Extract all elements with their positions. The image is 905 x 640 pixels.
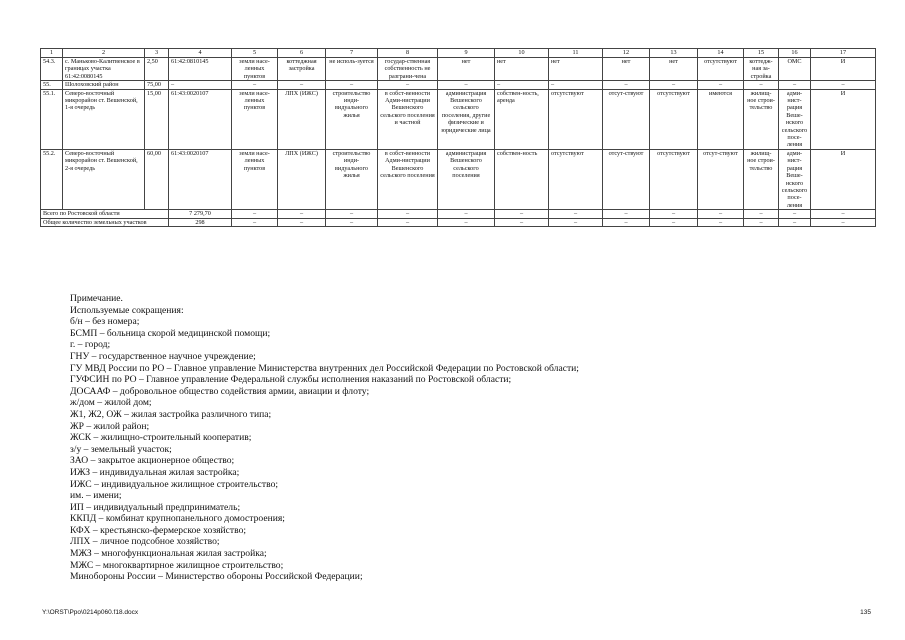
column-number: 1	[41, 49, 63, 58]
empty-dash-cell: –	[549, 210, 603, 218]
empty-dash-cell: –	[438, 218, 495, 226]
cell-comm: отсут-ствуют	[603, 89, 650, 149]
cell-resp: адми-нист-рация Веше-нского сельского посе-ления	[779, 149, 811, 209]
empty-dash-cell: –	[744, 210, 779, 218]
empty-dash-cell: –	[232, 210, 278, 218]
cell-restrict: –	[549, 81, 603, 89]
note-line: МЖС – многоквартирное жилищное строительство;	[70, 559, 284, 571]
empty-dash-cell: –	[779, 218, 811, 226]
empty-dash-cell: –	[603, 218, 650, 226]
column-number: 6	[278, 49, 326, 58]
cell-use: ЛПХ (ИЖС)	[278, 89, 326, 149]
summary-label: Всего по Ростовской области	[41, 210, 169, 218]
column-number: 11	[549, 49, 603, 58]
cell-name: Северо-восточный микрорайон ст. Вешенской, 2-я очередь	[63, 149, 145, 209]
empty-dash-cell: –	[326, 210, 378, 218]
empty-dash-cell: –	[495, 210, 549, 218]
cell-use: ЛПХ (ИЖС)	[278, 149, 326, 209]
cell-rights: собствен-ность, аренда	[495, 89, 549, 149]
column-number: 2	[63, 49, 145, 58]
cell-cadastre: –	[169, 81, 232, 89]
cell-restrict: нет	[549, 58, 603, 81]
column-number: 14	[698, 49, 744, 58]
table-body	[41, 49, 876, 227]
footer-file-path: Y:\ORST\Ppo\0214p060.f18.docx	[42, 609, 139, 616]
cell-mark: –	[811, 81, 876, 89]
cell-category: –	[232, 81, 278, 89]
empty-dash-cell: –	[650, 218, 698, 226]
column-number: 12	[603, 49, 650, 58]
note-line: ИП – индивидуальный предприниматель;	[70, 501, 241, 513]
note-line: Примечание.	[70, 293, 123, 304]
empty-dash-cell: –	[378, 218, 438, 226]
empty-dash-cell: –	[698, 210, 744, 218]
column-number: 8	[378, 49, 438, 58]
cell-ownership: государ-ственная собственность не разграни-чена	[378, 58, 438, 81]
note-line: ГНУ – государственное научное учреждение;	[70, 350, 256, 362]
cell-util: нет	[650, 58, 698, 81]
land-plots-table	[40, 48, 876, 227]
note-line: ДОСААФ – добровольное общество содействия армии, авиации и флоту;	[70, 385, 370, 397]
cell-restrict: отсутствуют	[549, 89, 603, 149]
empty-dash-cell: –	[326, 218, 378, 226]
empty-dash-cell: –	[495, 218, 549, 226]
empty-dash-cell: –	[744, 218, 779, 226]
notes-section	[70, 293, 870, 583]
cell-ownership: в собст-венности Адми-нистрации Вешенского сельского поселения и частной	[378, 89, 438, 149]
column-number: 17	[811, 49, 876, 58]
column-number: 5	[232, 49, 278, 58]
column-number: 3	[145, 49, 169, 58]
cell-no: 55.1.	[41, 89, 63, 149]
cell-name: Шолоховский район	[63, 81, 145, 89]
empty-dash-cell: –	[278, 210, 326, 218]
column-number: 10	[495, 49, 549, 58]
cell-rights: –	[495, 81, 549, 89]
note-line: ГУ МВД России по РО – Главное управление Министерства внутренних дел Российской Федерации по Ростовской области;	[70, 362, 579, 374]
cell-util: отсутствуют	[650, 149, 698, 209]
cell-objects: имеются	[698, 89, 744, 149]
column-number: 7	[326, 49, 378, 58]
note-line: г. – город;	[70, 339, 111, 351]
empty-dash-cell: –	[232, 218, 278, 226]
cell-rights: собствен-ность	[495, 149, 549, 209]
note-line: им. – имени;	[70, 490, 122, 502]
cell-no: 55.2.	[41, 149, 63, 209]
cell-cadastre: 61:43:0020107	[169, 89, 232, 149]
summary-label: Общее количество земельных участков	[41, 218, 169, 226]
cell-mark: И	[811, 149, 876, 209]
empty-dash-cell: –	[549, 218, 603, 226]
cell-plan: жилищ-ное строи-тельство	[744, 89, 779, 149]
note-line: Ж1, Ж2, ОЖ – жилая застройка различного типа;	[70, 408, 272, 420]
cell-purpose: строительство инди-видуального жилья	[326, 149, 378, 209]
cell-no: 54.3.	[41, 58, 63, 81]
note-line: ИЖЗ – индивидуальная жилая застройка;	[70, 466, 240, 478]
cell-objects: –	[698, 81, 744, 89]
note-line: КФХ – крестьянско-фермерское хозяйство;	[70, 524, 247, 536]
cell-category: земли насе-ленных пунктов	[232, 89, 278, 149]
empty-dash-cell: –	[698, 218, 744, 226]
note-line: ИЖС – индивидуальное жилищное строительство;	[70, 478, 279, 490]
cell-category: земли насе-ленных пунктов	[232, 149, 278, 209]
empty-dash-cell: –	[779, 210, 811, 218]
column-number: 16	[779, 49, 811, 58]
empty-dash-cell: –	[278, 218, 326, 226]
cell-name: Северо-восточный микрорайон ст. Вешенской, 1-я очередь	[63, 89, 145, 149]
cell-cadastre: 61:42:0810145	[169, 58, 232, 81]
column-number: 9	[438, 49, 495, 58]
note-line: б/н – без номера;	[70, 316, 140, 328]
cell-objects: отсутствуют	[698, 58, 744, 81]
cell-mark: И	[811, 89, 876, 149]
note-line: ЗАО – закрытое акционерное общество;	[70, 455, 235, 467]
column-number: 13	[650, 49, 698, 58]
cell-resp: ОМС	[779, 58, 811, 81]
column-number: 15	[744, 49, 779, 58]
summary-value: 7 279,70	[169, 210, 232, 218]
table-row	[41, 89, 876, 149]
note-line: ККПД – комбинат крупнопанельного домостроения;	[70, 513, 285, 525]
total-row	[41, 210, 876, 218]
empty-dash-cell: –	[811, 210, 876, 218]
cell-plan: жилищ-ное строи-тельство	[744, 149, 779, 209]
cell-area: 60,00	[145, 149, 169, 209]
cell-area: 2,50	[145, 58, 169, 81]
note-line: МЖЗ – многофункциональная жилая застройка;	[70, 548, 267, 560]
empty-dash-cell: –	[378, 210, 438, 218]
table-row	[41, 58, 876, 81]
cell-purpose: –	[326, 81, 378, 89]
table-row	[41, 149, 876, 209]
cell-name: с. Маньково-Калитвенское в границах участка 61:42:0080145	[63, 58, 145, 81]
cell-holder: –	[438, 81, 495, 89]
cell-use: коттеджная застройка	[278, 58, 326, 81]
cell-util: –	[650, 81, 698, 89]
page-number: 135	[860, 609, 871, 616]
cell-mark: И	[811, 58, 876, 81]
note-line: Используемые сокращения:	[70, 304, 184, 316]
summary-value: 298	[169, 218, 232, 226]
cell-plan: коттедж-ная за-стройка	[744, 58, 779, 81]
cell-rights: нет	[495, 58, 549, 81]
note-line: ж/дом – жилой дом;	[70, 397, 152, 409]
note-line: БСМП – больница скорой медицинской помощи;	[70, 327, 271, 339]
cell-purpose: не исполь-зуется	[326, 58, 378, 81]
cell-holder: нет	[438, 58, 495, 81]
note-line: з/у – земельный участок;	[70, 443, 172, 455]
note-line: ГУФСИН по РО – Главное управление Федеральной службы исполнения наказаний по Ростовской области;	[70, 374, 512, 386]
count-row	[41, 218, 876, 226]
cell-ownership: в собст-венности Адми-нистрации Вешенского сельского поселения	[378, 149, 438, 209]
empty-dash-cell: –	[650, 210, 698, 218]
empty-dash-cell: –	[811, 218, 876, 226]
cell-resp: адми-нист-рация Веше-нского сельского посе-ления	[779, 89, 811, 149]
empty-dash-cell: –	[438, 210, 495, 218]
cell-ownership: –	[378, 81, 438, 89]
note-line: ЛПХ – личное подсобное хозяйство;	[70, 536, 220, 548]
empty-dash-cell: –	[603, 210, 650, 218]
cell-holder: администрация Вешенского сельского поселения	[438, 149, 495, 209]
cell-category: земли насе-ленных пунктов	[232, 58, 278, 81]
cell-resp: –	[779, 81, 811, 89]
cell-cadastre: 61:43:0020107	[169, 149, 232, 209]
cell-comm: нет	[603, 58, 650, 81]
cell-no: 55.	[41, 81, 63, 89]
cell-purpose: строительство инди-видуального жилья	[326, 89, 378, 149]
cell-area: 15,00	[145, 89, 169, 149]
column-number-row	[41, 49, 876, 58]
note-line: ЖСК – жилищно-строительный кооператив;	[70, 432, 252, 444]
column-number: 4	[169, 49, 232, 58]
cell-restrict: отсутствуют	[549, 149, 603, 209]
cell-util: отсутствуют	[650, 89, 698, 149]
cell-plan: –	[744, 81, 779, 89]
note-line: ЖР – жилой район;	[70, 420, 150, 432]
cell-objects: отсут-ствуют	[698, 149, 744, 209]
cell-holder: администрация Вешенского сельского поселения, другие физические и юридические лица	[438, 89, 495, 149]
cell-area: 75,00	[145, 81, 169, 89]
cell-use: –	[278, 81, 326, 89]
table-row	[41, 81, 876, 89]
cell-comm: –	[603, 81, 650, 89]
note-line: Минобороны России – Министерство обороны Российской Федерации;	[70, 571, 363, 583]
cell-comm: отсут-ствуют	[603, 149, 650, 209]
